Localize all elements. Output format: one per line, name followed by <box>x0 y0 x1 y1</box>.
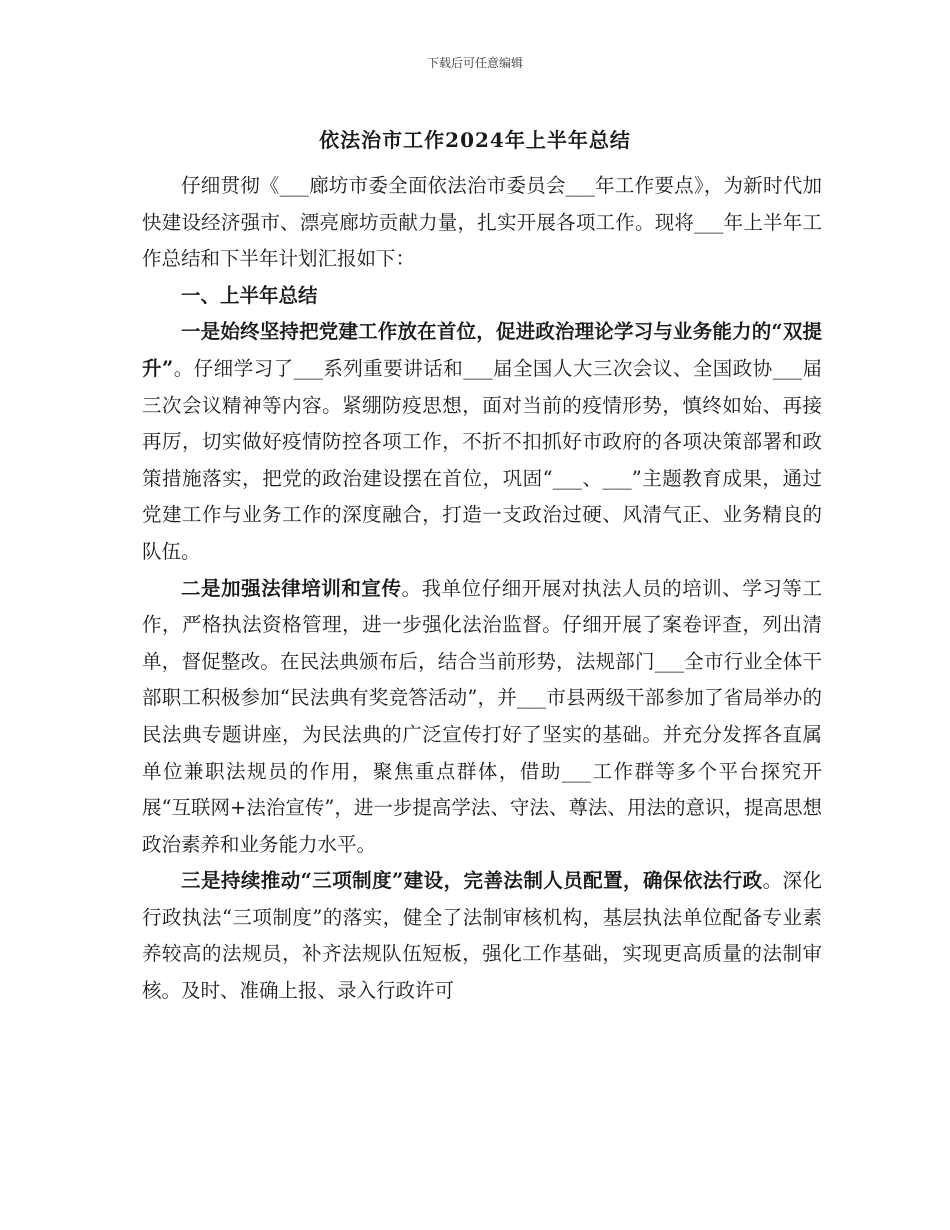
paragraph-1-text: 。仔细学习了___系列重要讲话和___届全国人大三次会议、全国政协___届三次会议精神等内容。紧绷防疫思想，面对当前的疫情形势，慎终如始、再接再厉，切实做好疫情防控各项工作，不折不扣抓好市政府的各项决策部署和政策措施落实，把党的政治建设摆在首位，巩固“___、___”主题教育成果，通过党建工作与业务工作的深度融合，打造一支政治过硬、风清气正、业务精良的队伍。 <box>142 356 822 563</box>
document-title: 依法治市工作2024年上半年总结 <box>319 128 631 152</box>
section-heading: 一、上半年总结 <box>181 283 318 307</box>
paragraph-1 <box>142 314 822 570</box>
document-body <box>142 168 822 1010</box>
paragraph-2-lead: 二是加强法律培训和宣传 <box>181 576 402 600</box>
paragraph-2 <box>142 571 822 864</box>
paragraph-3-lead: 三是持续推动“三项制度”建设，完善法制人员配置，确保依法行政 <box>181 869 763 893</box>
paragraph-1-lead: 一是始终坚持把党建工作放在首位，促进政治理论学习与业务能力的“双提升” <box>142 320 822 380</box>
intro-paragraph: 仔细贯彻《___廊坊市委全面依法治市委员会___年工作要点》，为新时代加快建设经济强市、漂亮廊坊贡献力量，扎实开展各项工作。现将___年上半年工作总结和下半年计划汇报如下： <box>142 174 822 271</box>
header-note: 下载后可任意编辑 <box>426 56 523 70</box>
paragraph-3-text: 。深化行政执法“三项制度”的落实，健全了法制审核机构，基层执法单位配备专业素养较高的法规员，补齐法规队伍短板，强化工作基础，实现更高质量的法制审核。及时、准确上报、录入行政许可 <box>142 869 822 1003</box>
paragraph-3 <box>142 863 822 1009</box>
paragraph-2-text: 。我单位仔细开展对执法人员的培训、学习等工作，严格执法资格管理，进一步强化法治监督。仔细开展了案卷评查，列出清单，督促整改。在民法典颁布后，结合当前形势，法规部门___全市行业全体干部职工积极参加“民法典有奖竞答活动”，并___市县两级干部参加了省局举办的民法典专题讲座，为民法典的广泛宣传打好了坚实的基础。并充分发挥各直属单位兼职法规员的作用，聚焦重点群体，借助___工作群等多个平台探究开展“互联网+法治宣传”，进一步提高学法、守法、尊法、用法的意识，提高思想政治素养和业务能力水平。 <box>142 576 822 856</box>
